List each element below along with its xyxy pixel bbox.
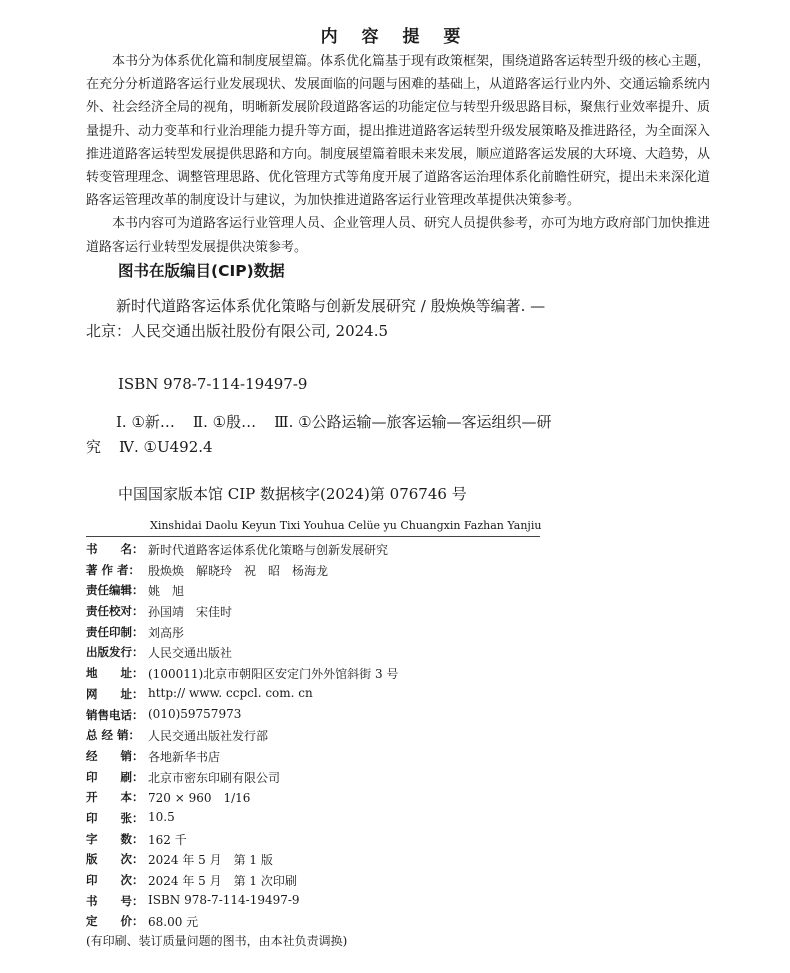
summary-paragraph: 本书分为体系优化篇和制度展望篇。体系优化篇基于现有政策框架，围绕道路客运转型升级的核心主题，在充分分析道路客运行业发展现状、发展面临的问题与困难的基础上，从道路客运行业内外、交通运输系统内外、社会经济全局的视角，明晰新发展阶段道路客运的功能定位与转型升级思路目标，聚焦行业效率提升、质量提升、动力变革和行业治理能力提升等方面，提出推进道路客运转型升级发展策略及推进路径，为全面深入推进道路客运转型发展提供思路和方向。制度展望篇着眼未来发展，顺应道路客运发展的大环境、大趋势，从转变管理理念、调整管理思路、优化管理方式等角度开展了道路客运治理体系化前瞻性研究，提出未来深化道路客运管理改革的制度设计与建议，为加快推进道路客运行业管理改革提供决策参考。 (86, 54, 711, 209)
quality-notice: (有印刷、装订质量问题的图书，由本社负责调换) (86, 934, 348, 948)
cip-description: 新时代道路客运体系优化策略与创新发展研究 / 殷焕焕等编著. — 北京：人民交通出版社股份有限公司, 2024.5 (86, 297, 546, 340)
colophon-value: 2024 年 5 月 第 1 版 (148, 853, 273, 868)
colophon-value: 10.5 (148, 809, 175, 824)
summary-heading: 内 容 提 要 (320, 27, 470, 47)
cip-class-4: Ⅳ. ①U492.4 (119, 438, 213, 456)
cip-core-data: 中国国家版本馆 CIP 数据核字(2024)第 076746 号 (118, 485, 467, 503)
colophon-value: 殷焕焕 解晓玲 祝 昭 杨海龙 (148, 563, 329, 578)
colophon-value: 北京市密东印刷有限公司 (148, 770, 281, 785)
summary-body (86, 50, 710, 259)
colophon-value: 68.00 元 (148, 915, 199, 930)
colophon-label: 网 址： (86, 686, 144, 701)
colophon-value: http:// www. ccpcl. com. cn (148, 685, 313, 700)
cip-isbn: ISBN 978-7-114-19497-9 (118, 375, 308, 393)
colophon-label: 定 价： (86, 914, 144, 929)
colophon-value: 刘高彤 (148, 625, 185, 640)
cip-classification (86, 410, 556, 460)
divider (86, 536, 540, 537)
colophon-value: 孙国靖 宋佳时 (148, 605, 233, 620)
colophon-value: ISBN 978-7-114-19497-9 (148, 892, 300, 907)
cip-class-3: Ⅲ. ①公路运输—旅客运输—客运组织—研究 (86, 413, 552, 456)
colophon-label: 地 址： (86, 666, 144, 681)
colophon-value: 姚 旭 (148, 584, 185, 599)
colophon-value: 人民交通出版社 (148, 646, 233, 661)
cip-title: 图书在版编目(CIP)数据 (118, 262, 285, 280)
colophon-label: 责任校对： (86, 604, 144, 619)
colophon-label: 责任印制： (86, 624, 144, 639)
colophon-label: 著 作 者： (86, 562, 141, 577)
colophon-label: 总 经 销： (86, 728, 141, 743)
colophon-label: 书 名： (86, 542, 144, 556)
colophon-label: 销售电话： (86, 707, 144, 722)
colophon-label: 开 本： (86, 790, 144, 805)
colophon-label: 版 次： (86, 852, 144, 867)
colophon-label: 出版发行： (86, 645, 144, 660)
colophon-value: 新时代道路客运体系优化策略与创新发展研究 (148, 543, 389, 557)
colophon-label: 经 销： (86, 748, 144, 763)
colophon-value: 162 千 (148, 832, 187, 847)
colophon-value: 人民交通出版社发行部 (148, 729, 269, 744)
colophon-value: 各地新华书店 (148, 749, 221, 764)
summary-paragraph: 本书内容可为道路客运行业管理人员、企业管理人员、研究人员提供参考，亦可为地方政府部门加快推进道路客运行业转型发展提供决策参考。 (86, 216, 711, 255)
colophon-value: (010)59757973 (148, 706, 242, 721)
colophon-label: 责任编辑： (86, 583, 144, 598)
pinyin-title: Xinshidai Daolu Keyun Tixi Youhua Celüe yu Chuangxin Fazhan Yanjiu (150, 519, 542, 532)
cip-class-2: Ⅱ. ①殷… (192, 413, 257, 431)
colophon-label: 书 号： (86, 893, 144, 908)
cip-class-1: Ⅰ. ①新… (116, 413, 175, 431)
colophon-value: 720 × 960 1/16 (148, 791, 251, 806)
colophon-label: 印 次： (86, 873, 144, 887)
colophon-value: (100011)北京市朝阳区安定门外外馆斜街 3 号 (148, 667, 399, 682)
colophon-label: 字 数： (86, 831, 144, 846)
colophon-label: 印 张： (86, 810, 144, 825)
colophon-label: 印 刷： (86, 769, 144, 784)
colophon-value: 2024 年 5 月 第 1 次印刷 (148, 874, 297, 888)
